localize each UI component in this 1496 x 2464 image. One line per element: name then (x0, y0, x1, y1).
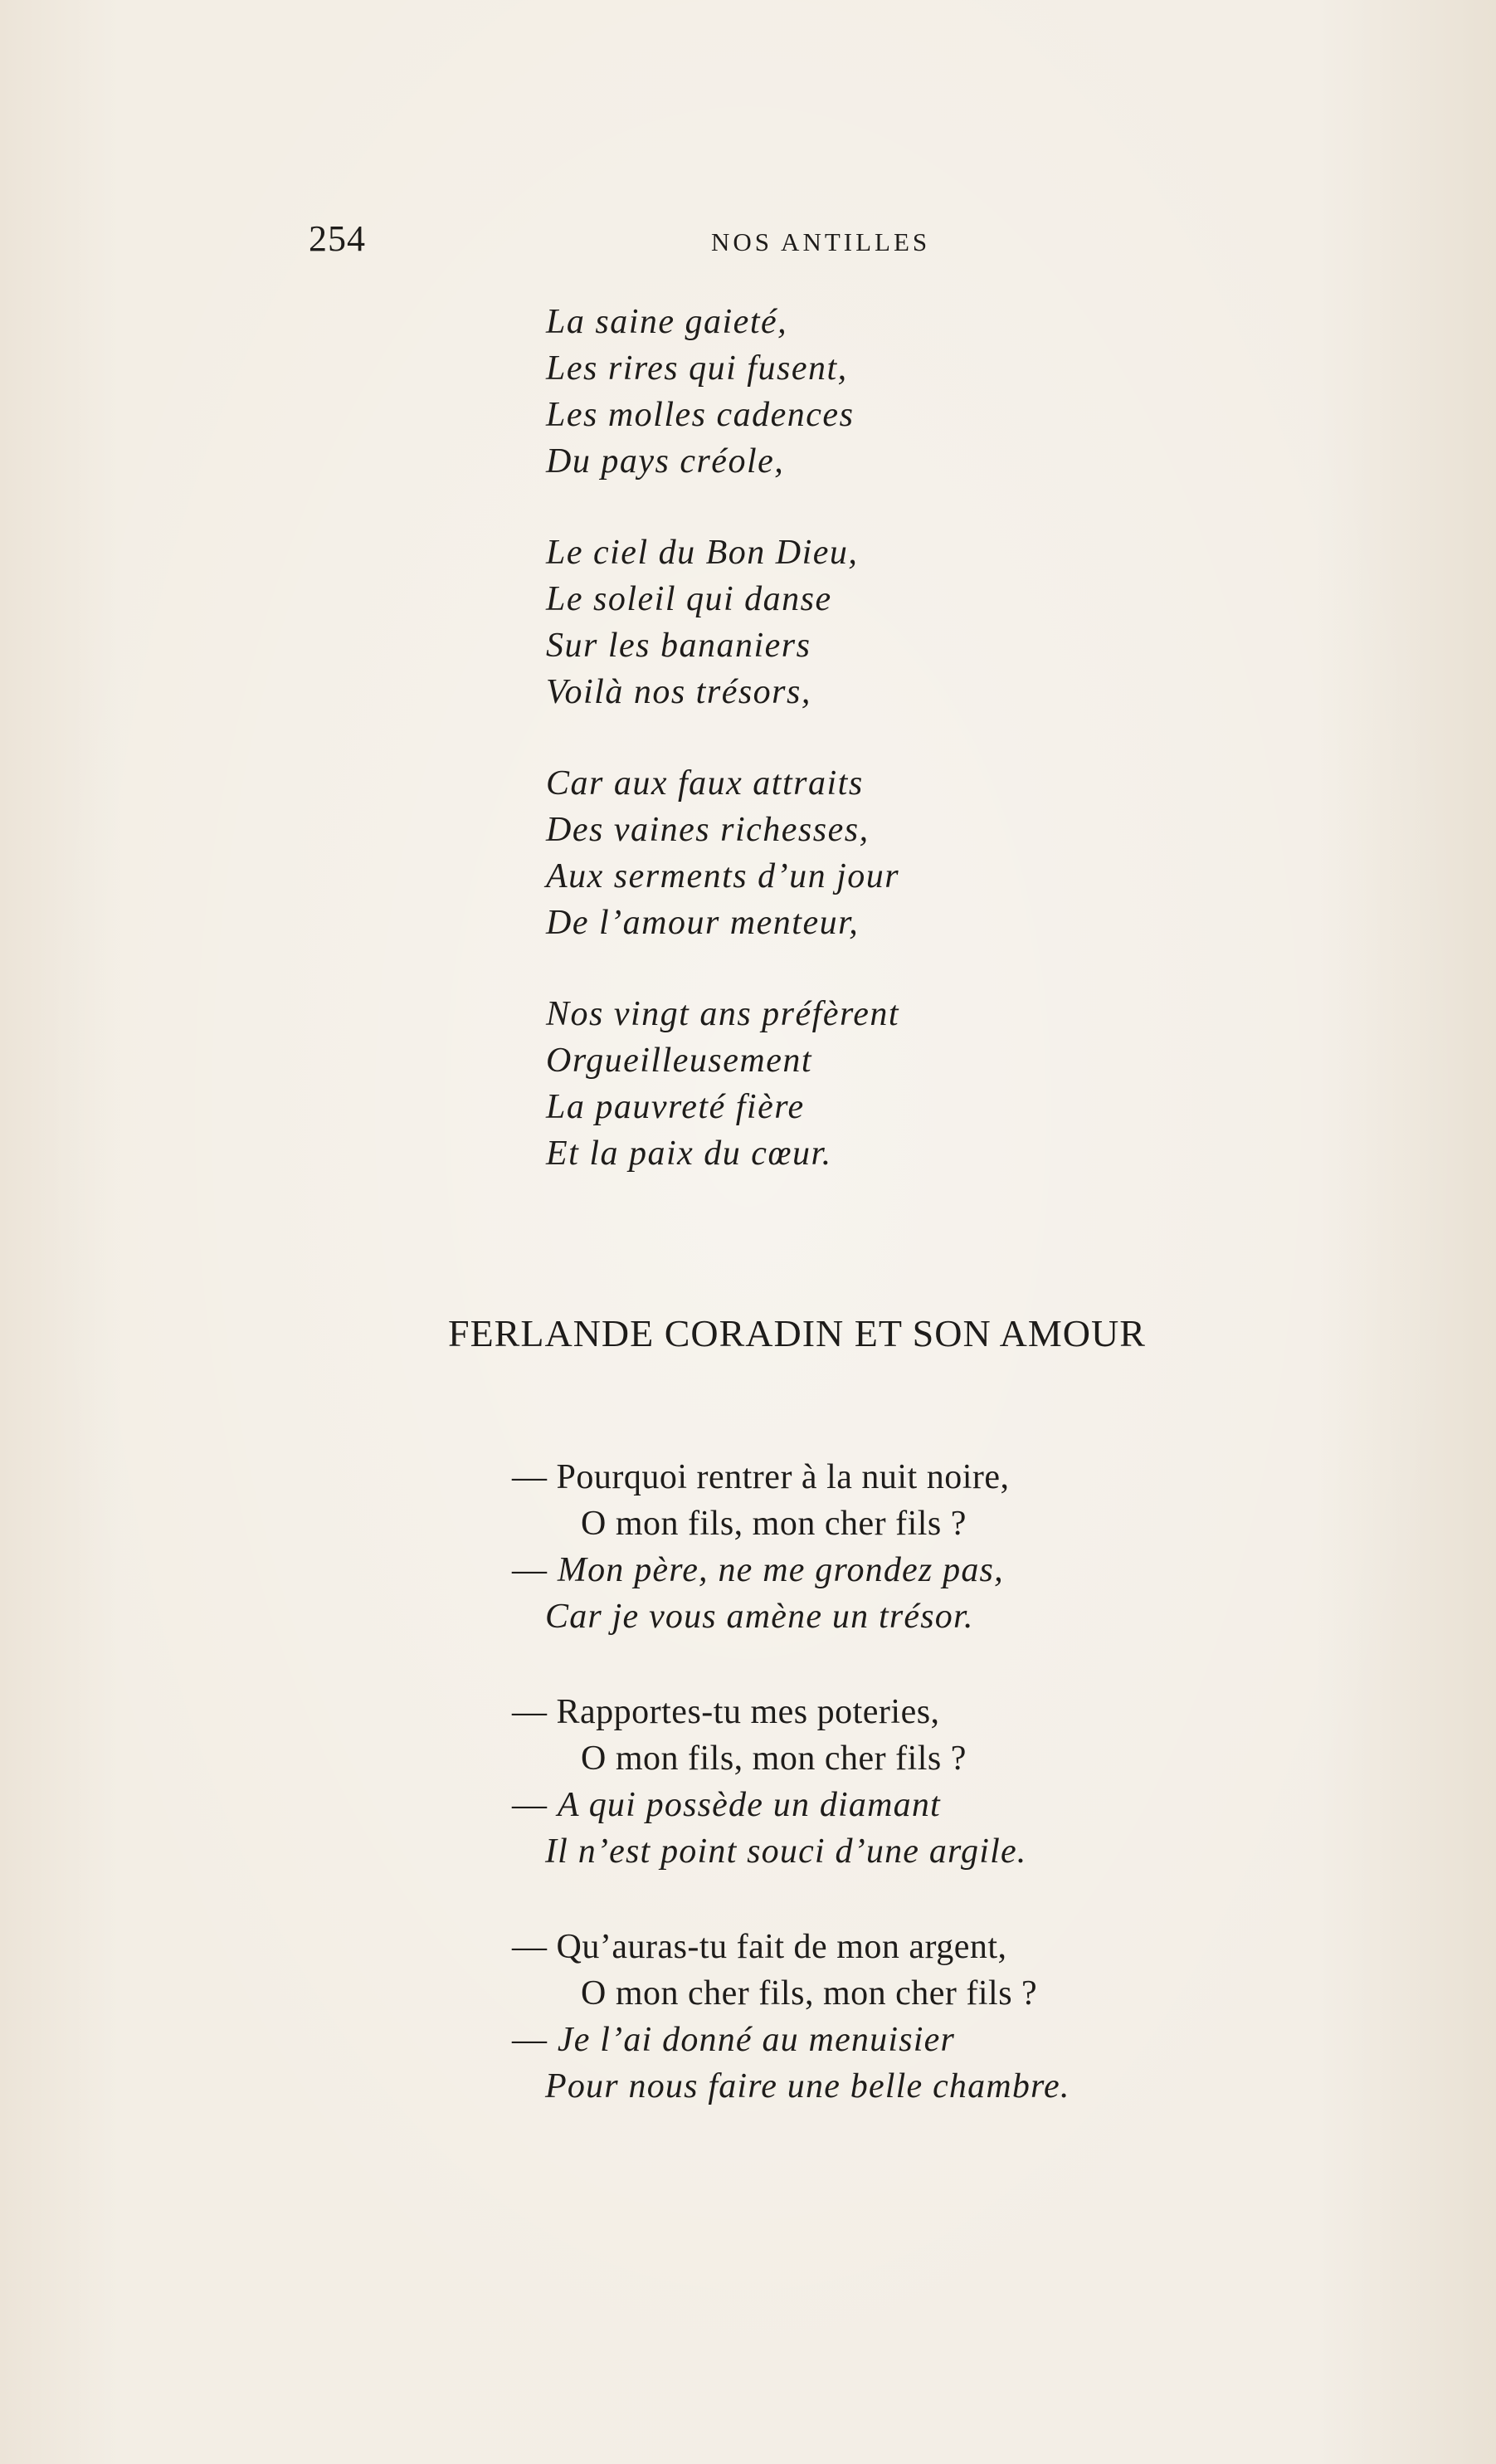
page-header (309, 217, 1188, 267)
verse-text: O mon fils, mon cher fils ? (581, 1505, 967, 1543)
stanza (546, 991, 899, 1177)
verse-line: Le ciel du Bon Dieu, (546, 534, 859, 572)
verse-line (446, 2063, 1070, 2110)
verse-text: Je l’ai donné au menuisier (557, 2021, 955, 2059)
running-title: NOS ANTILLES (711, 227, 931, 256)
verse-text: Qu’auras-tu fait de mon argent, (556, 1928, 1007, 1966)
verse-line: Le soleil qui danse (546, 580, 832, 618)
verse-text: Mon père, ne me grondez pas, (557, 1551, 1004, 1589)
stanza (446, 1454, 1070, 1640)
verse-text: Pour nous faire une belle chambre. (545, 2067, 1070, 2105)
verse-line (446, 2017, 1070, 2063)
verse-line: Les rires qui fusent, (546, 349, 848, 388)
verse-line (446, 1782, 1070, 1828)
em-dash: — (512, 2021, 558, 2059)
verse-line: Orgueilleusement (546, 1042, 813, 1080)
verse-line: Sur les bananiers (546, 627, 811, 665)
page-number: 254 (309, 218, 366, 259)
verse-line (446, 1500, 1070, 1547)
em-dash: — (512, 1458, 557, 1496)
verse-text: A qui possède un diamant (557, 1786, 941, 1824)
verse-line (446, 1454, 1070, 1500)
verse-line (446, 1924, 1070, 1970)
verse-line: Nos vingt ans préfèrent (546, 995, 900, 1033)
verse-line: Voilà nos trésors, (546, 673, 811, 711)
verse-text: Rapportes-tu mes poteries, (556, 1693, 940, 1731)
verse-line (446, 1970, 1070, 2017)
poem-continued (546, 299, 899, 1177)
verse-line: Et la paix du cœur. (546, 1134, 832, 1173)
stanza (546, 760, 899, 946)
verse-line: La saine gaieté, (546, 303, 788, 341)
em-dash: — (512, 1928, 557, 1966)
verse-line (446, 1547, 1070, 1593)
verse-line (446, 1735, 1070, 1782)
verse-text: O mon cher fils, mon cher fils ? (581, 1974, 1038, 2013)
poem-dialogue (446, 1454, 1070, 2159)
verse-line: Aux serments d’un jour (546, 857, 900, 895)
em-dash: — (512, 1693, 557, 1731)
verse-line: De l’amour menteur, (546, 904, 860, 942)
verse-text: Pourquoi rentrer à la nuit noire, (556, 1458, 1010, 1496)
verse-line: Les molles cadences (546, 396, 855, 434)
verse-text: O mon fils, mon cher fils ? (581, 1739, 967, 1778)
verse-line: Car aux faux attraits (546, 764, 864, 803)
stanza (546, 529, 899, 715)
stanza (546, 299, 899, 485)
em-dash: — (512, 1786, 558, 1824)
stanza (446, 1924, 1070, 2110)
verse-line: La pauvreté fière (546, 1088, 805, 1126)
verse-text: Car je vous amène un trésor. (545, 1598, 974, 1636)
poem-title: FERLANDE CORADIN ET SON AMOUR (448, 1312, 1146, 1354)
verse-line: Des vaines richesses, (546, 811, 870, 849)
em-dash: — (512, 1551, 558, 1589)
verse-text: Il n’est point souci d’une argile. (545, 1832, 1027, 1871)
verse-line (446, 1689, 1070, 1735)
verse-line (446, 1828, 1070, 1875)
verse-line: Du pays créole, (546, 442, 785, 481)
verse-line (446, 1593, 1070, 1640)
stanza (446, 1689, 1070, 1875)
